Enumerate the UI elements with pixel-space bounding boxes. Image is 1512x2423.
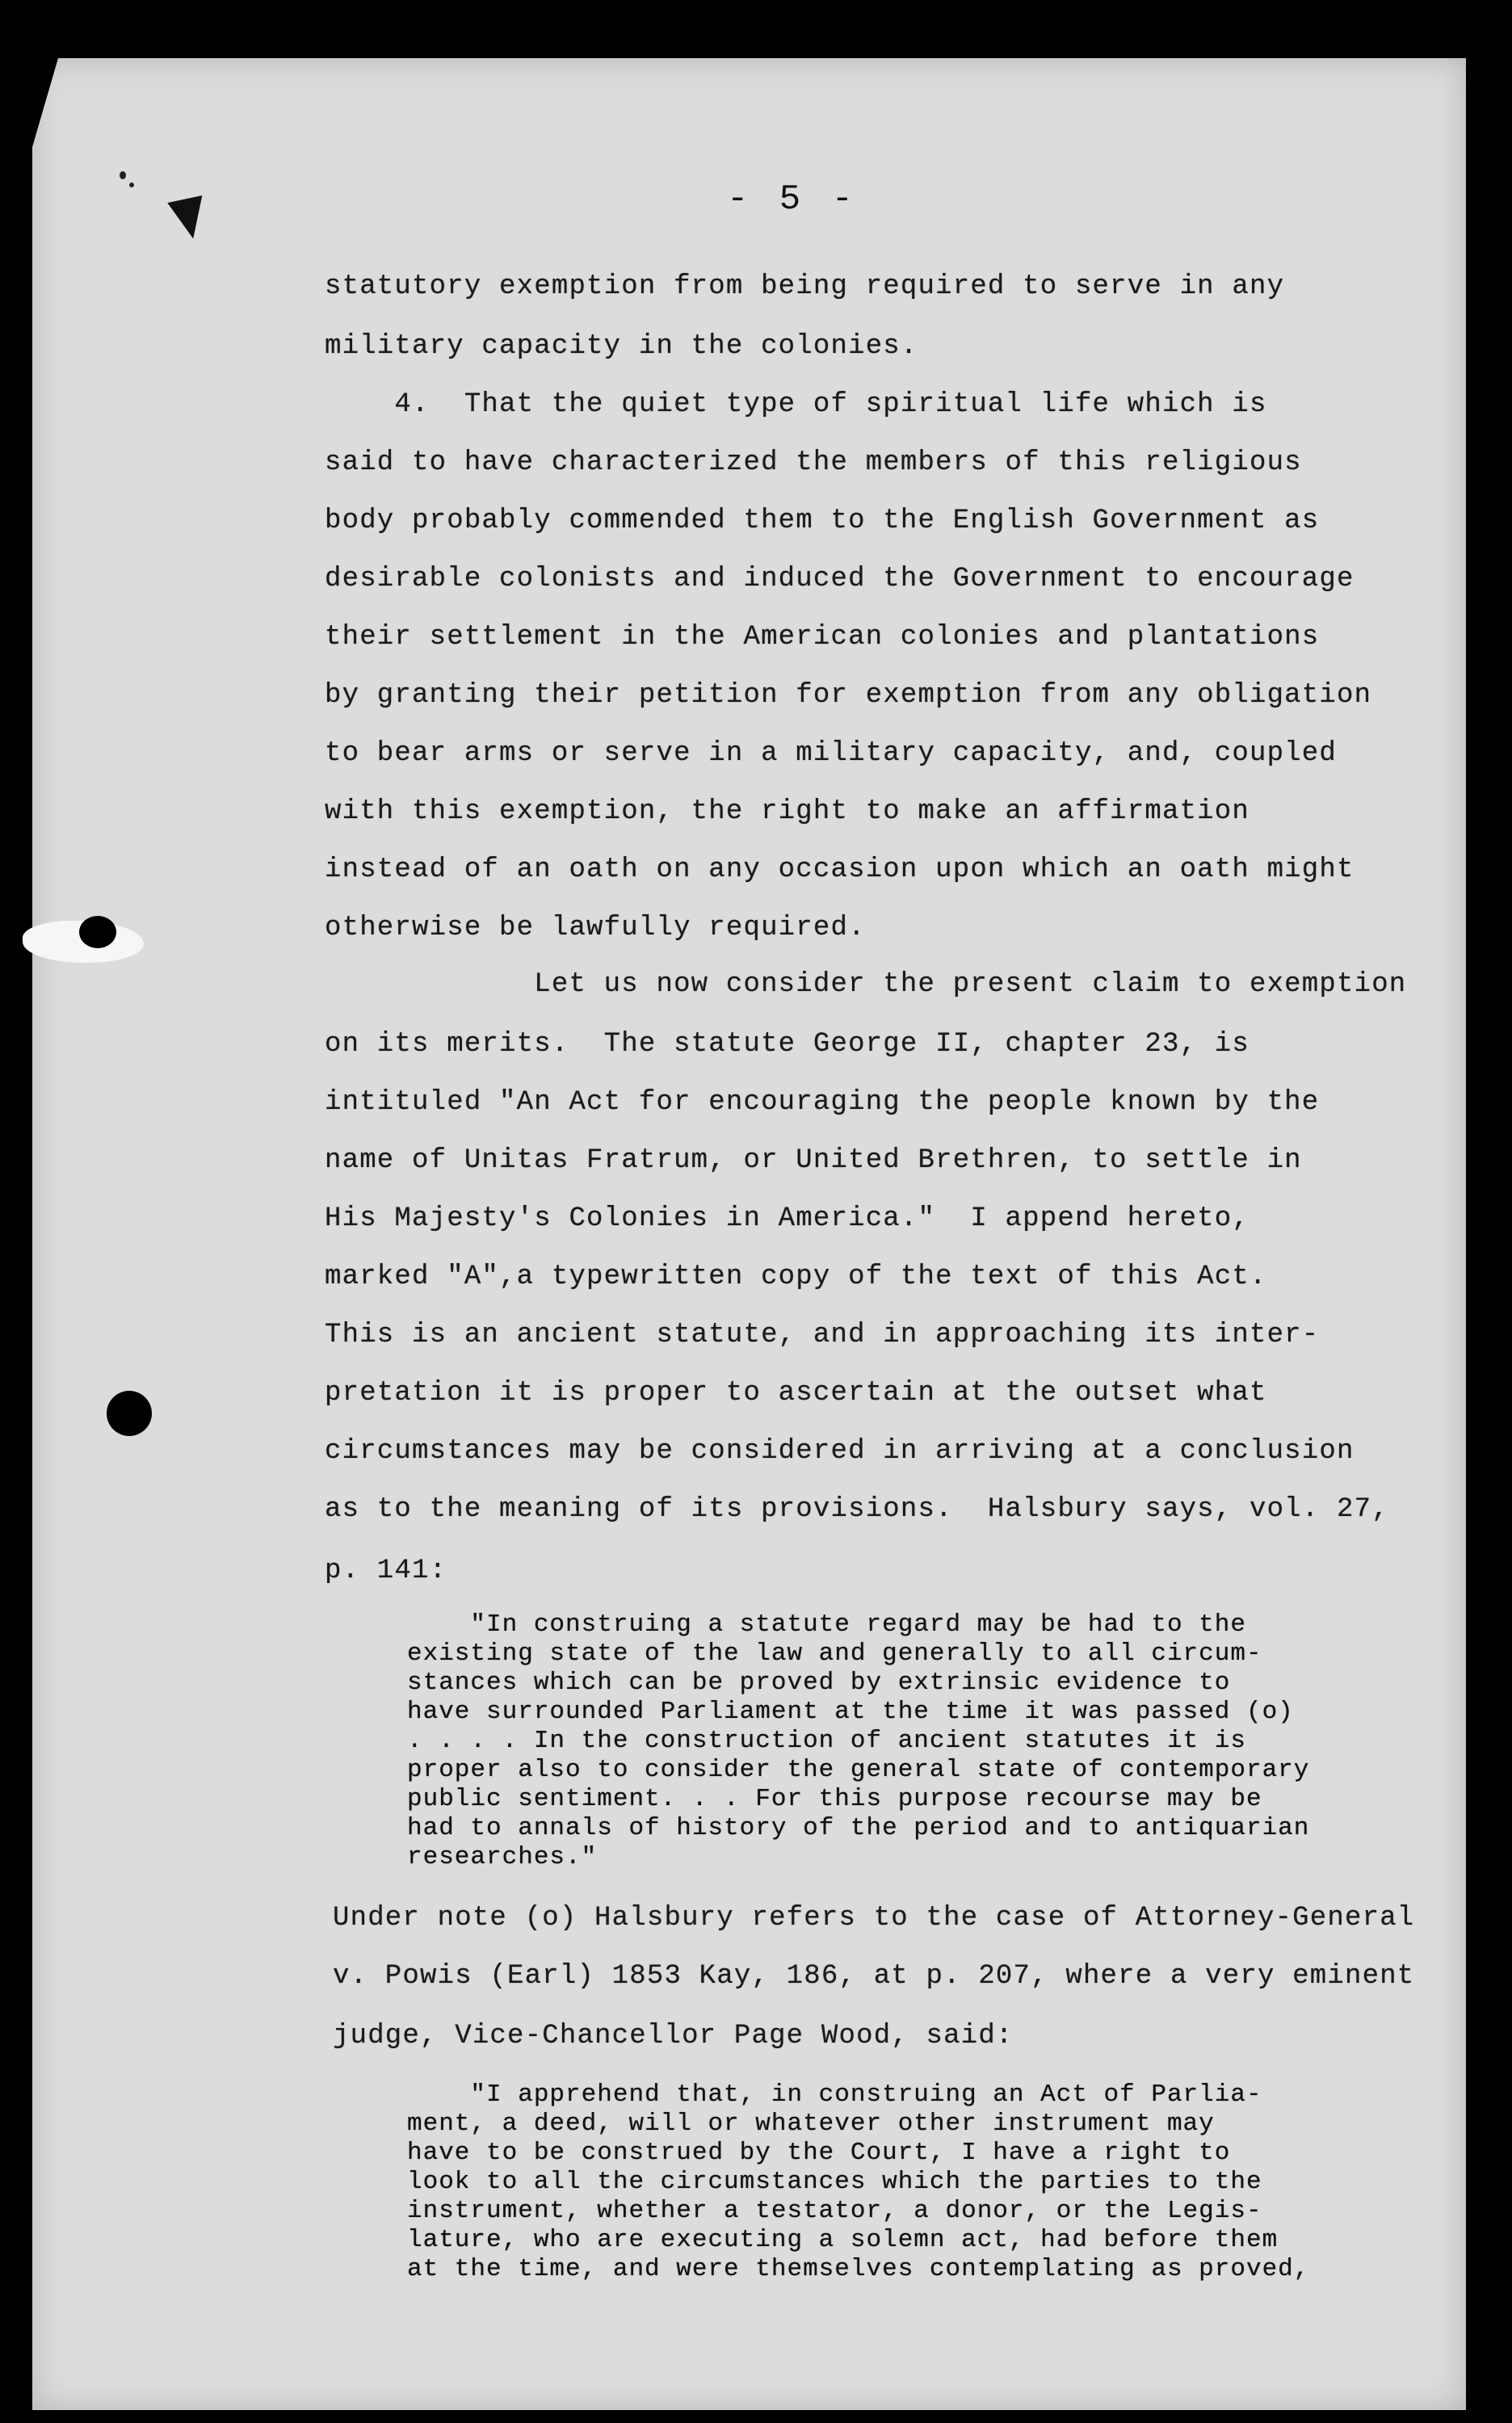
block-quote-line: at the time, and were themselves contemplating as proved, xyxy=(407,2255,1310,2283)
block-quote-line: lature, who are executing a solemn act, had before them xyxy=(407,2226,1279,2254)
ink-speck xyxy=(120,171,126,179)
block-quote-line: look to all the circumstances which the parties to the xyxy=(407,2168,1262,2196)
text-line: Let us now consider the present claim to exemption xyxy=(325,969,1407,1000)
page-corner-fold xyxy=(32,58,58,147)
block-quote-line: public sentiment. . . For this purpose recourse may be xyxy=(407,1785,1262,1813)
text-line: pretation it is proper to ascertain at the outset what xyxy=(325,1378,1267,1409)
text-line: body probably commended them to the English Government as xyxy=(325,506,1320,536)
block-quote-line: "I apprehend that, in construing an Act of Parlia- xyxy=(407,2081,1262,2109)
block-quote-line: had to annals of history of the period and to antiquarian xyxy=(407,1814,1310,1842)
text-line: marked "A",a typewritten copy of the text of this Act. xyxy=(325,1262,1267,1292)
block-quote-line: . . . . In the construction of ancient statutes it is xyxy=(407,1727,1246,1755)
text-line: instead of an oath on any occasion upon which an oath might xyxy=(325,855,1354,885)
text-line: v. Powis (Earl) 1853 Kay, 186, at p. 207, where a very eminent xyxy=(333,1961,1415,1992)
text-line: 4. That the quiet type of spiritual life which is xyxy=(325,389,1267,420)
block-quote-line: existing state of the law and generally to all circum- xyxy=(407,1640,1262,1668)
text-line: judge, Vice-Chancellor Page Wood, said: xyxy=(333,2021,1014,2051)
block-quote-line: ment, a deed, will or whatever other instrument may xyxy=(407,2110,1215,2138)
text-line: with this exemption, the right to make an affirmation xyxy=(325,796,1250,827)
text-line: as to the meaning of its provisions. Halsbury says, vol. 27, xyxy=(325,1494,1389,1525)
text-line: This is an ancient statute, and in approaching its inter- xyxy=(325,1320,1320,1350)
text-line: otherwise be lawfully required. xyxy=(325,913,866,943)
block-quote-line: instrument, whether a testator, a donor, or the Legis- xyxy=(407,2197,1262,2225)
punch-hole xyxy=(107,1391,152,1436)
block-quote-line: have surrounded Parliament at the time it was passed (o) xyxy=(407,1698,1294,1726)
text-line: by granting their petition for exemption from any obligation xyxy=(325,680,1372,711)
block-quote-line: stances which can be proved by extrinsic evidence to xyxy=(407,1669,1231,1697)
text-line: desirable colonists and induced the Government to encourage xyxy=(325,564,1354,594)
text-line: military capacity in the colonies. xyxy=(325,331,918,362)
block-quote-line: researches." xyxy=(407,1843,598,1871)
text-line: on its merits. The statute George II, chapter 23, is xyxy=(325,1029,1250,1060)
text-line: name of Unitas Fratrum, or United Brethren, to settle in xyxy=(325,1145,1302,1176)
text-line: to bear arms or serve in a military capacity, and, coupled xyxy=(325,738,1337,769)
text-line: p. 141: xyxy=(325,1556,447,1586)
ink-speck xyxy=(129,183,134,187)
text-line: statutory exemption from being required to serve in any xyxy=(325,271,1285,302)
block-quote-line: have to be construed by the Court, I have a right to xyxy=(407,2139,1231,2167)
text-line: circumstances may be considered in arriving at a conclusion xyxy=(325,1436,1354,1467)
text-line: said to have characterized the members of this religious xyxy=(325,447,1302,478)
block-quote-line: proper also to consider the general state of contemporary xyxy=(407,1756,1310,1784)
text-line: their settlement in the American colonies and plantations xyxy=(325,622,1320,653)
text-line: His Majesty's Colonies in America." I append hereto, xyxy=(325,1203,1250,1234)
page-number: - 5 - xyxy=(727,179,859,220)
text-line: Under note (o) Halsbury refers to the case of Attorney-General xyxy=(333,1903,1415,1934)
block-quote-line: "In construing a statute regard may be had to the xyxy=(407,1610,1246,1639)
punch-hole-partial xyxy=(79,916,116,948)
text-line: intituled "An Act for encouraging the people known by the xyxy=(325,1087,1320,1118)
